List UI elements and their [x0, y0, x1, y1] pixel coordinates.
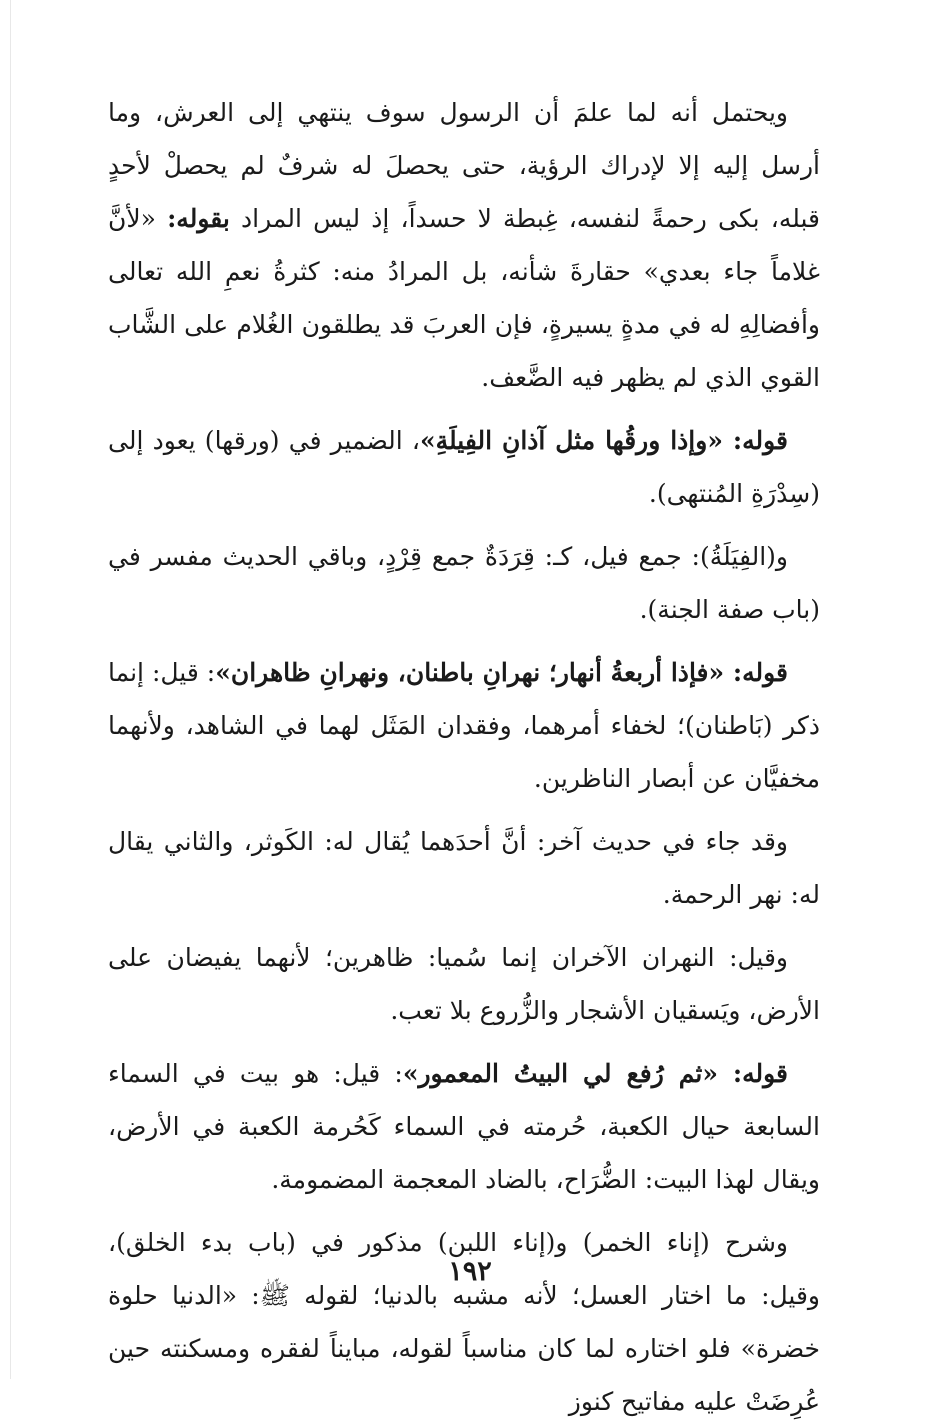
paragraph [108, 414, 820, 520]
text-run: ويحتمل أنه لما علمَ أن الرسول سوف ينتهي إلى العرش، وما أرسل إليه إلا لإدراك الرؤية، حتى يحصلَ له شرفٌ لم يحصلْ لأحدٍ قبله، بكى رحمةً لنفسه، غِبطة لا حسداً، إذ ليس المراد [108, 98, 820, 233]
text-run: «لأنَّ غلاماً جاء بعدي» حقارةَ شأنه، بل المرادُ منه: كثرةُ نعمِ الله تعالى وأفضالِهِ له في مدةٍ يسيرةٍ، فإن العربَ قد يطلقون الغُلام على الشَّاب القوي الذي لم يظهر فيه الضَّعف. [108, 204, 820, 392]
bold-quote-run: قوله: «فإذا أربعةُ أنهار؛ نهرانِ باطنان، ونهرانِ ظاهران» [215, 658, 788, 687]
paragraph [108, 1047, 820, 1206]
body-text [108, 86, 820, 1428]
text-run: و(الفِيَلَةُ): جمع فيل، كـ: قِرَدَةٌ جمع قِرْدٍ، وباقي الحديث مفسر في (باب صفة الجنة). [108, 542, 820, 624]
paragraph [108, 646, 820, 805]
text-run: : قيل: إنما ذكر (بَاطنان)؛ لخفاء أمرهما، وفقدان المَثَل لهما في الشاهد، ولأنهما مخفيَّان عن أبصار الناظرين. [108, 658, 820, 793]
page-number: ١٩٢ [448, 1256, 492, 1287]
page-edge-rule [10, 0, 11, 1379]
paragraph [108, 815, 820, 921]
paragraph [108, 931, 820, 1037]
text-run: : قيل: هو بيت في السماء السابعة حيال الكعبة، حُرمته في السماء كَحُرمة الكعبة في الأرض، ويقال لهذا البيت: الضُّرَاح، بالضاد المعجمة المضمومة. [108, 1059, 820, 1194]
bold-quote-run: قوله: «ثم رُفع لي البيتُ المعمور» [402, 1059, 788, 1088]
text-run: ، الضمير في (ورقها) يعود إلى (سِدْرَةِ المُنتهى). [108, 426, 820, 508]
paragraph [108, 530, 820, 636]
bold-quote-run: قوله: «وإذا ورقُها مثل آذانِ الفِيلَةِ» [419, 426, 788, 455]
bold-quote-run: بقوله: [167, 204, 230, 233]
paragraph [108, 86, 820, 404]
text-run: وقد جاء في حديث آخر: أنَّ أحدَهما يُقال له: الكَوثر، والثاني يقال له: نهر الرحمة. [108, 827, 820, 909]
text-run: وقيل: النهران الآخران إنما سُميا: ظاهرين؛ لأنهما يفيضان على الأرض، ويَسقيان الأشجار والزُّروع بلا تعب. [108, 943, 820, 1025]
text-run: وشرح (إناء الخمر) و(إناء اللبن) مذكور في (باب بدء الخلق)، وقيل: ما اختار العسل؛ لأنه مشبه بالدنيا؛ لقوله ﷺ: «الدنيا حلوة خضرة» فلو اختاره لما كان مناسباً لقوله، مبايناً لفقره ومسكنته حين عُرِضَتْ عليه مفاتيح كنوز [108, 1228, 820, 1416]
paragraph [108, 1216, 820, 1428]
